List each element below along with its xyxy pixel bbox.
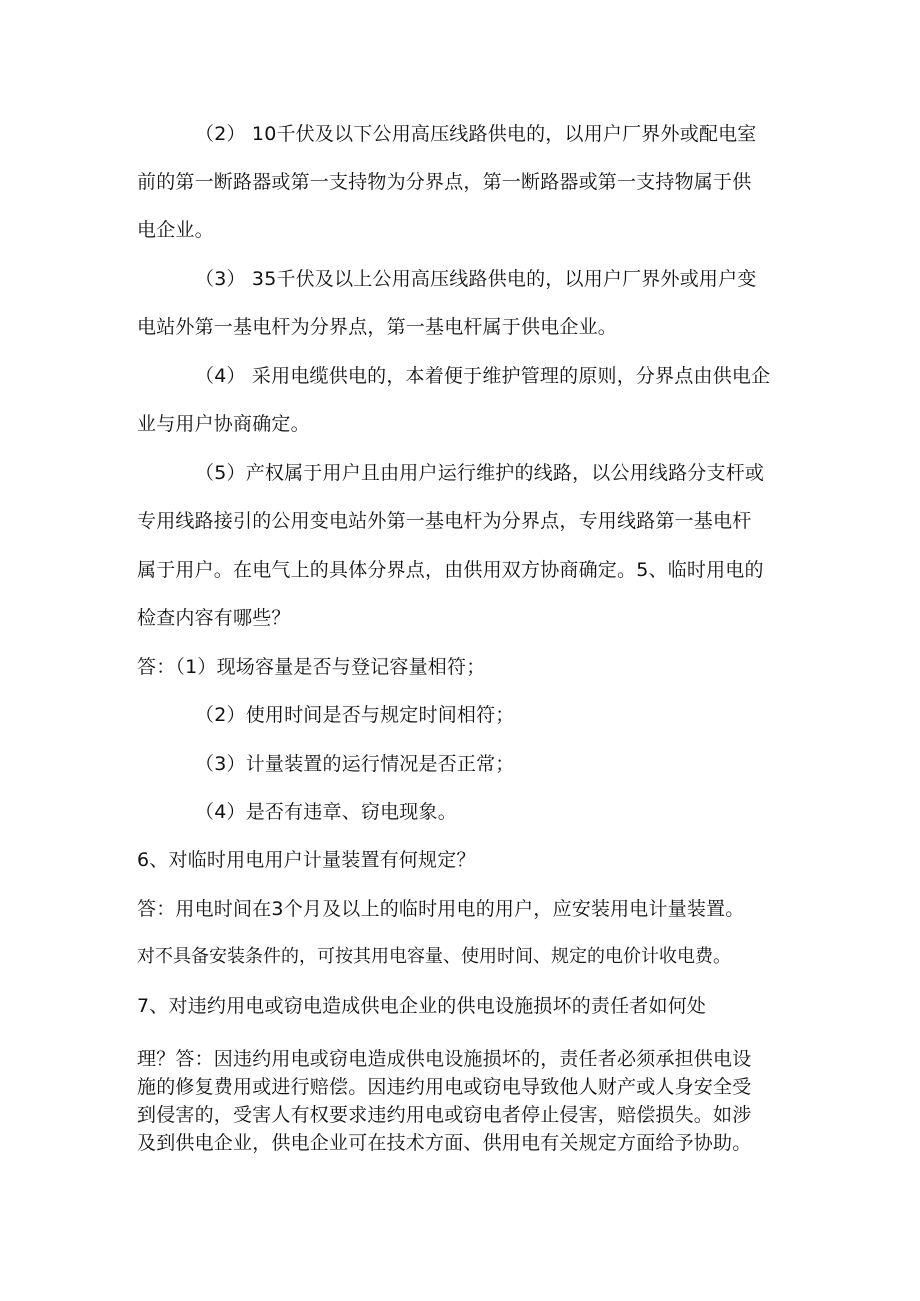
- paragraph-3-line-1: （3） 35千伏及以上公用高压线路供电的，以用户厂界外或用户变: [195, 268, 757, 290]
- answer-5-item-2: （2）使用时间是否与规定时间相符；: [195, 704, 515, 726]
- answer-5-item-4: （4）是否有违章、窃电现象。: [195, 801, 457, 823]
- paragraph-2-line-2: 前的第一断路器或第一支持物为分界点，第一断路器或第一支持物属于供: [137, 171, 752, 193]
- answer-7-line-4: 及到供电企业，供电企业可在技术方面、供用电有关规定方面给予协助。: [137, 1132, 752, 1154]
- question-5-line-end: 检查内容有哪些？: [137, 607, 291, 629]
- paragraph-3-line-2: 电站外第一基电杆为分界点，第一基电杆属于供电企业。: [137, 316, 618, 338]
- paragraph-5-line-2: 专用线路接引的公用变电站外第一基电杆为分界点，专用线路第一基电杆: [137, 510, 752, 532]
- answer-7-line-2: 施的修复费用或进行赔偿。因违约用电或窃电导致他人财产或人身安全受: [137, 1076, 752, 1098]
- paragraph-2-line-3: 电企业。: [137, 219, 214, 241]
- paragraph-4-line-1: （4） 采用电缆供电的，本着便于维护管理的原则，分界点由供电企: [195, 365, 771, 387]
- answer-7-line-3: 到侵害的，受害人有权要求违约用电或窃电者停止侵害，赔偿损失。如涉: [137, 1104, 752, 1126]
- paragraph-5-line-1: （5）产权属于用户且由用户运行维护的线路，以公用线路分支杆或: [195, 462, 765, 484]
- answer-6-line-2: 对不具备安装条件的，可按其用电容量、使用时间、规定的电价计收电费。: [137, 946, 731, 967]
- answer-5-item-3: （3）计量装置的运行情况是否正常；: [195, 753, 515, 775]
- paragraph-4-line-2: 业与用户协商确定。: [137, 413, 310, 435]
- answer-6-line-1: 答：用电时间在3个月及以上的临时用电的用户，应安装用电计量装置。: [137, 898, 745, 920]
- answer-7-line-1: 理？答：因违约用电或窃电造成供电设施损坏的，责任者必须承担供电设: [137, 1048, 752, 1070]
- question-7: 7、对违约用电或窃电造成供电企业的供电设施损坏的责任者如何处: [137, 995, 707, 1017]
- paragraph-5-line-3: 属于用户。在电气上的具体分界点，由供用双方协商确定。5、临时用电的: [137, 559, 764, 581]
- answer-5-item-1: 答：（1）现场容量是否与登记容量相符；: [137, 656, 486, 678]
- paragraph-2-line-1: （2） 10千伏及以下公用高压线路供电的，以用户厂界外或配电室: [195, 123, 757, 145]
- question-6: 6、对临时用电用户计量装置有何规定？: [137, 849, 476, 871]
